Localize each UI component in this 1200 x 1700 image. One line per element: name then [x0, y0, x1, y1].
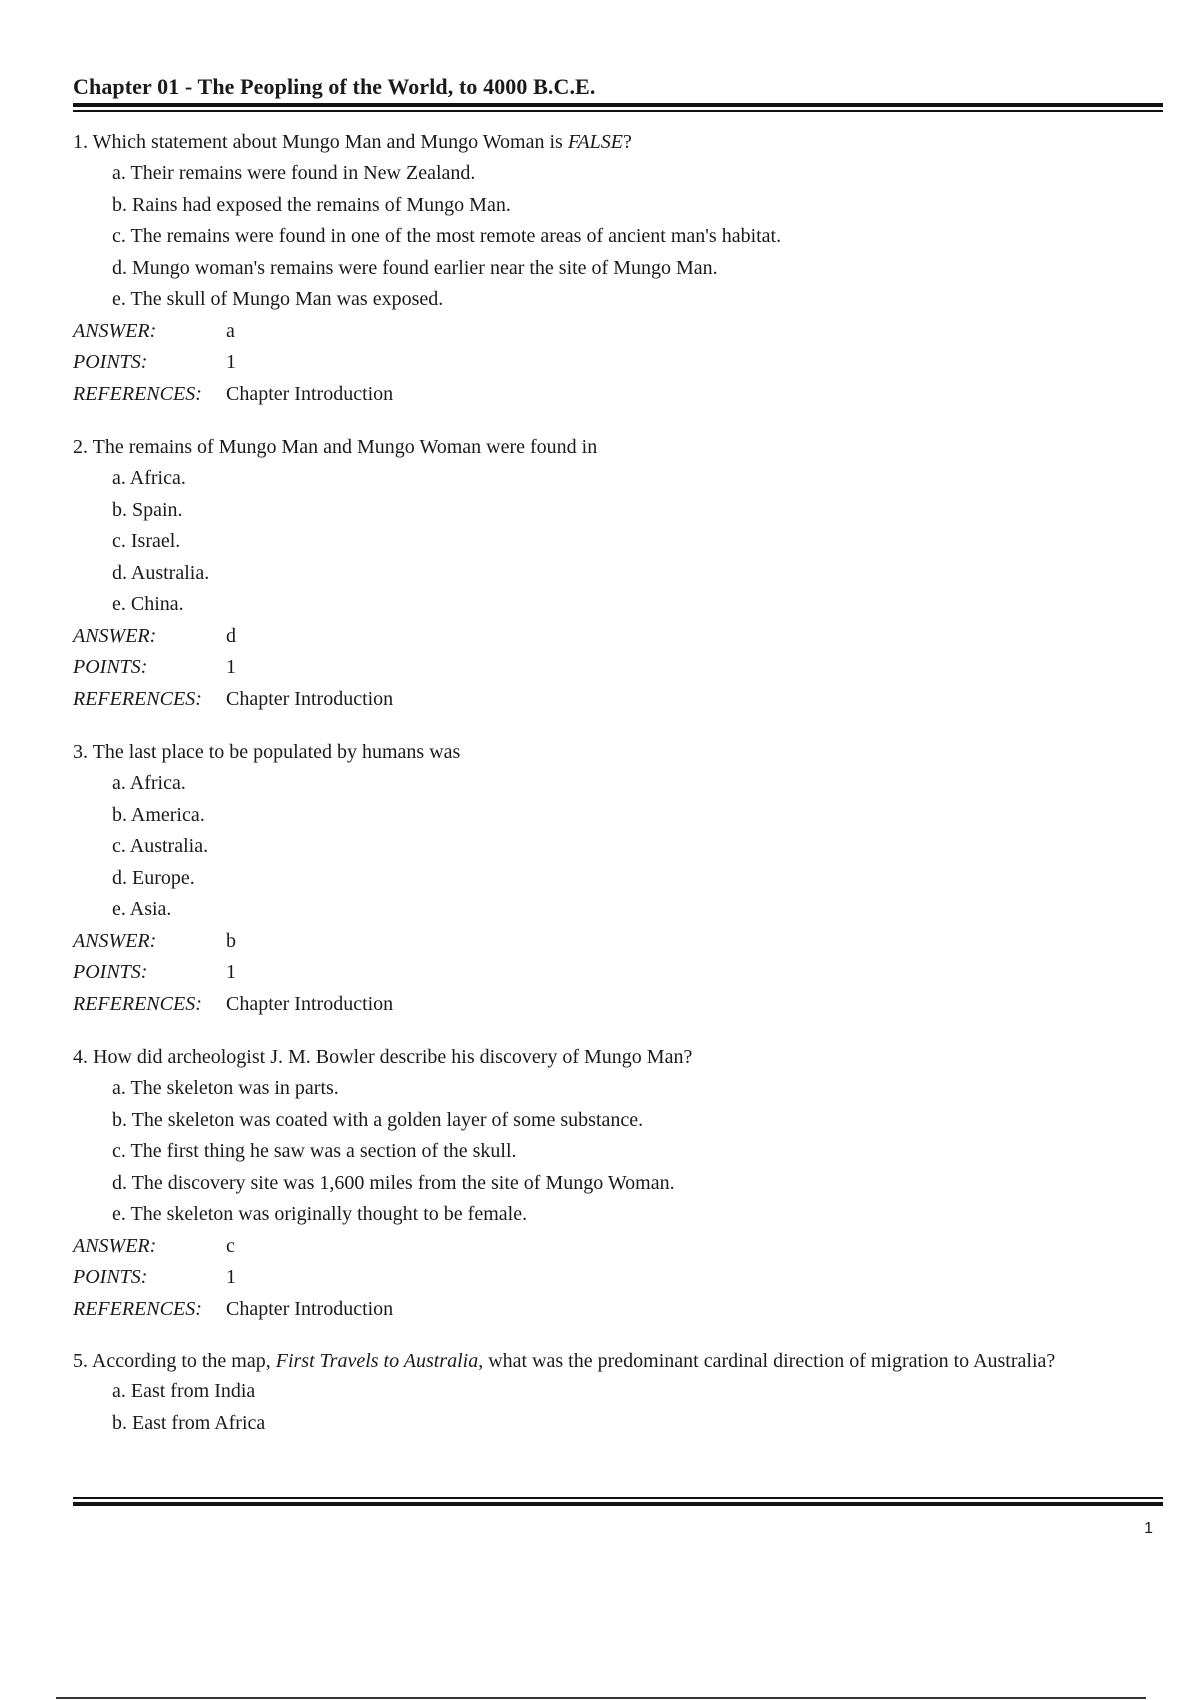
footer-double-rule [73, 1497, 1163, 1507]
option-b: b. America. [112, 803, 205, 826]
references-label: REFERENCES: [73, 1297, 202, 1320]
answer-row [73, 926, 1163, 958]
question-stem [73, 130, 1163, 154]
answer-label: ANSWER: [73, 624, 157, 647]
answer-options [112, 158, 1163, 316]
answer-label: ANSWER: [73, 929, 157, 952]
option-d: d. Australia. [112, 561, 210, 584]
question-list [73, 130, 1163, 1655]
question-stem [73, 1045, 1163, 1069]
page-number: 1 [1144, 1520, 1153, 1537]
answer-row [73, 1231, 1163, 1263]
points-value: 1 [226, 351, 236, 373]
stem-text-after: ? [623, 131, 632, 153]
references-value: Chapter Introduction [226, 1297, 394, 1320]
references-row [73, 1294, 1163, 1326]
question-stem [73, 435, 1163, 459]
document-page [73, 0, 1163, 1700]
stem-emphasis: FALSE [567, 131, 624, 153]
option-a: a. East from India [112, 1380, 256, 1402]
question-number: 5. [73, 1350, 88, 1372]
answer-options [112, 768, 1163, 926]
stem-text-after: , what was the predominant cardinal direction of migration to Australia? [478, 1350, 1056, 1372]
answer-label: ANSWER: [73, 319, 157, 342]
question-3 [73, 740, 1163, 1045]
answer-value: d [226, 624, 236, 647]
question-1 [73, 130, 1163, 435]
option-c: c. The first thing he saw was a section of the skull. [112, 1140, 517, 1162]
answer-label: ANSWER: [73, 1234, 157, 1257]
footer-rule-thin [73, 1497, 1163, 1499]
answer-options [112, 1376, 1163, 1439]
option-a: a. Africa. [112, 467, 186, 489]
stem-text: According to the map, [91, 1350, 276, 1372]
footer-rule-thick [73, 1502, 1163, 1506]
points-row [73, 652, 1163, 684]
references-value: Chapter Introduction [226, 687, 394, 710]
references-row [73, 989, 1163, 1021]
option-d: d. Europe. [112, 866, 195, 889]
option-a: a. The skeleton was in parts. [112, 1077, 339, 1099]
points-label: POINTS: [73, 961, 148, 983]
question-number: 4. [73, 1046, 88, 1068]
references-value: Chapter Introduction [226, 382, 394, 405]
stem-emphasis: First Travels to Australia [275, 1350, 479, 1372]
question-4 [73, 1045, 1163, 1350]
points-label: POINTS: [73, 351, 148, 373]
option-a: a. Africa. [112, 772, 186, 794]
answer-value: c [226, 1234, 235, 1257]
option-c: c. Australia. [112, 835, 209, 857]
option-c: c. Israel. [112, 530, 181, 552]
points-label: POINTS: [73, 656, 148, 678]
option-c: c. The remains were found in one of the most remote areas of ancient man's habitat. [112, 225, 782, 247]
option-e: e. The skull of Mungo Man was exposed. [112, 288, 444, 310]
option-a: a. Their remains were found in New Zealand. [112, 162, 476, 184]
stem-text: The remains of Mungo Man and Mungo Woman were found in [92, 436, 598, 458]
answer-row [73, 621, 1163, 653]
references-row [73, 379, 1163, 411]
page-bottom-line [56, 1697, 1146, 1699]
option-e: e. The skeleton was originally thought to be female. [112, 1203, 528, 1225]
references-row [73, 684, 1163, 716]
option-b: b. Spain. [112, 498, 183, 521]
question-number: 3. [73, 741, 88, 763]
references-label: REFERENCES: [73, 687, 202, 710]
stem-text: How did archeologist J. M. Bowler describe his discovery of Mungo Man? [93, 1046, 693, 1068]
answer-row [73, 316, 1163, 348]
question-stem [73, 740, 1163, 764]
points-value: 1 [226, 1266, 236, 1288]
question-stem [73, 1350, 1133, 1372]
answer-options [112, 1073, 1163, 1231]
option-d: d. The discovery site was 1,600 miles from the site of Mungo Woman. [112, 1171, 675, 1194]
stem-text: The last place to be populated by humans was [92, 741, 461, 763]
header-rule-thick [73, 103, 1163, 107]
answer-value: a [226, 319, 235, 342]
option-e: e. China. [112, 593, 184, 615]
points-row [73, 347, 1163, 379]
question-2 [73, 435, 1163, 740]
option-d: d. Mungo woman's remains were found earlier near the site of Mungo Man. [112, 256, 718, 279]
references-label: REFERENCES: [73, 992, 202, 1015]
references-value: Chapter Introduction [226, 992, 394, 1015]
chapter-title: Chapter 01 - The Peopling of the World, to 4000 B.C.E. [73, 74, 596, 99]
option-b: b. Rains had exposed the remains of Mungo Man. [112, 193, 511, 216]
header-rule-thin [73, 110, 1163, 112]
option-b: b. East from Africa [112, 1411, 266, 1434]
answer-options [112, 463, 1163, 621]
question-number: 2. [73, 436, 88, 458]
question-number: 1. [73, 131, 88, 153]
stem-text: Which statement about Mungo Man and Mungo Woman is [92, 131, 568, 153]
header-double-rule [73, 103, 1163, 113]
option-e: e. Asia. [112, 898, 172, 920]
points-label: POINTS: [73, 1266, 148, 1288]
option-b: b. The skeleton was coated with a golden layer of some substance. [112, 1108, 644, 1131]
points-row [73, 957, 1163, 989]
references-label: REFERENCES: [73, 382, 202, 405]
points-row [73, 1262, 1163, 1294]
answer-value: b [226, 929, 236, 952]
points-value: 1 [226, 656, 236, 678]
points-value: 1 [226, 961, 236, 983]
